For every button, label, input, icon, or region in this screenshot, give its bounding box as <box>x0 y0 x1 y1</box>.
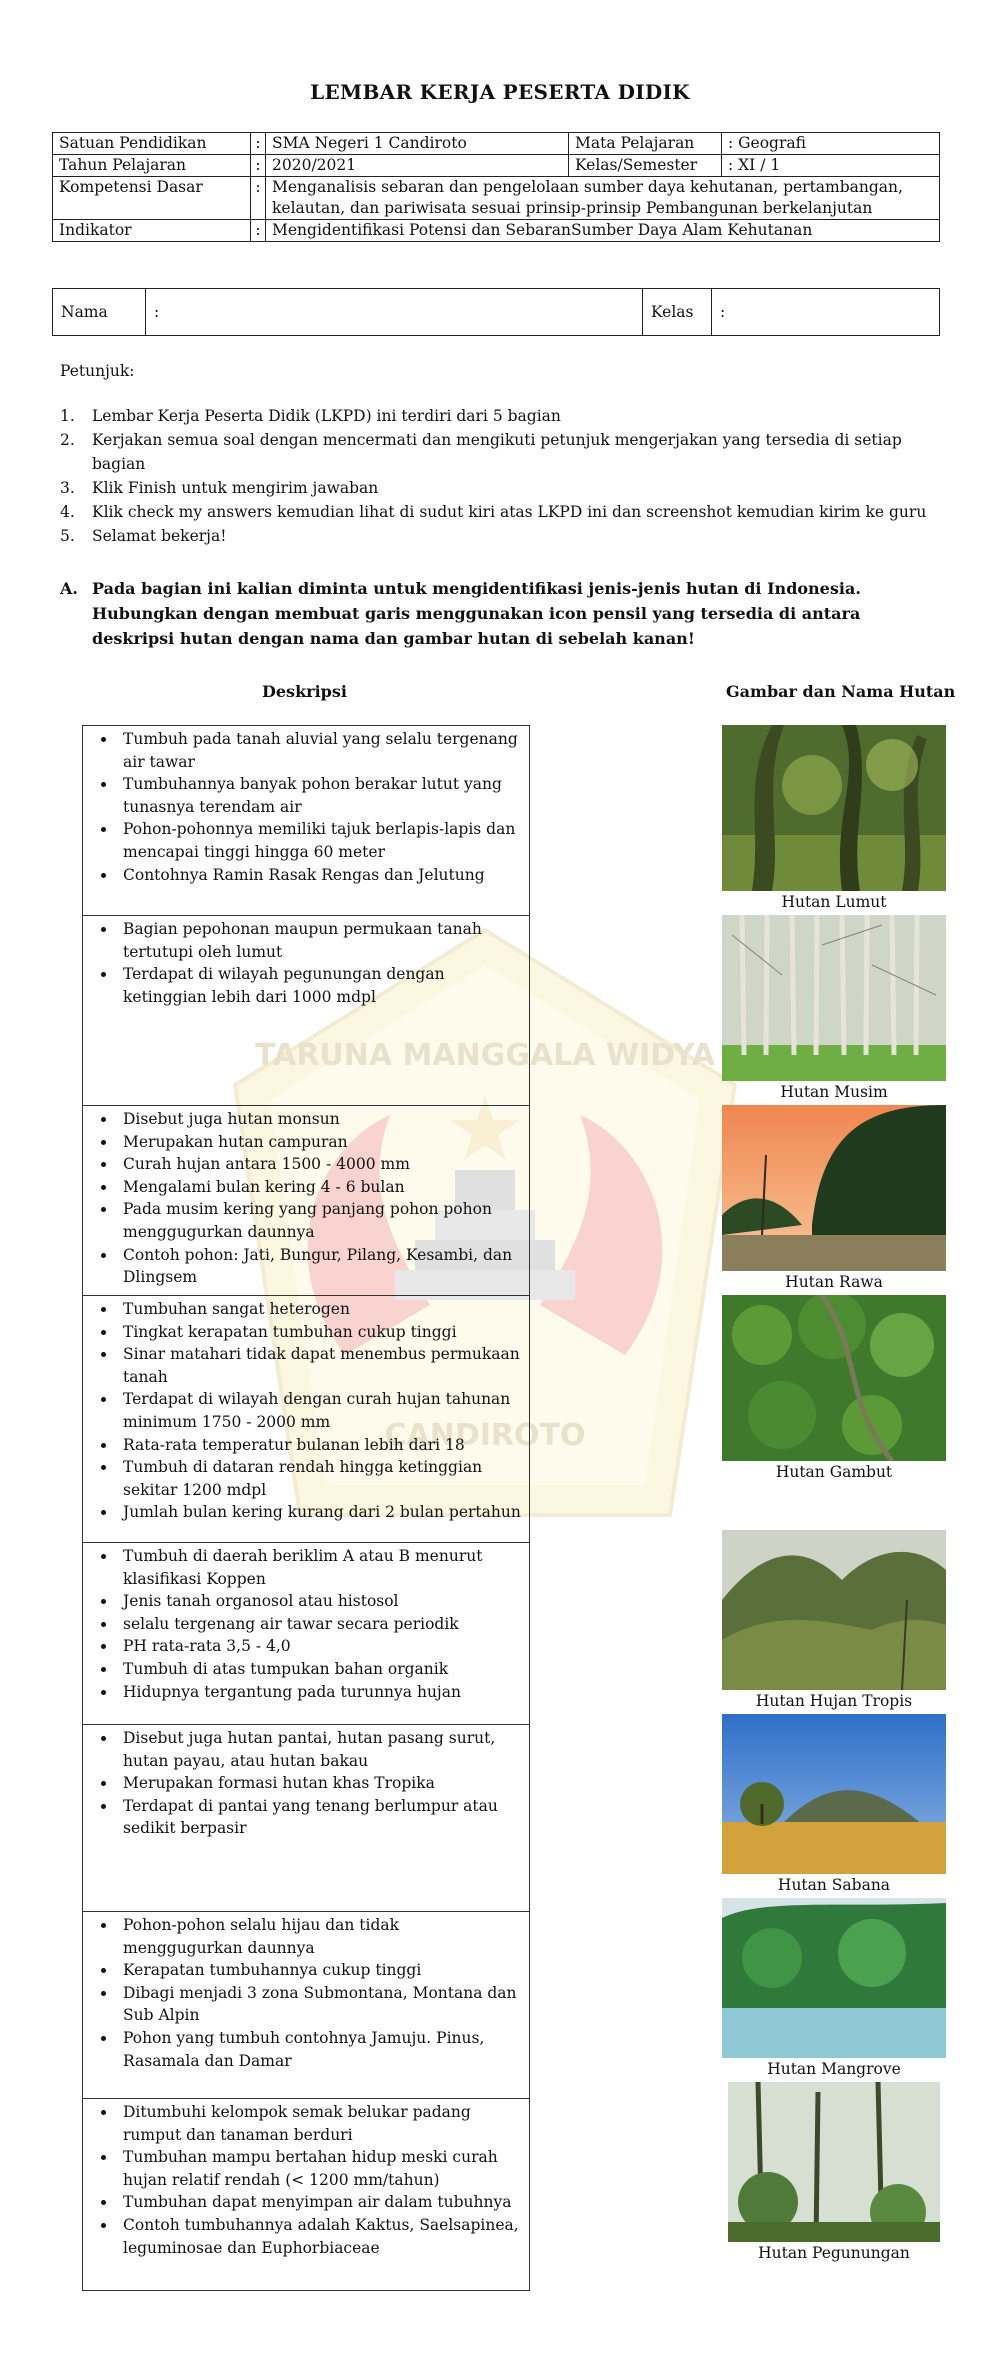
satuan-value: SMA Negeri 1 Candiroto <box>266 133 569 155</box>
kd-label: Kompetensi Dasar <box>53 177 251 220</box>
desc-point: Tumbuhan mampu bertahan hidup meski curah hujan relatif rendah (< 1200 mm/tahun) <box>123 2146 523 2191</box>
mapel-value: : Geografi <box>722 133 940 155</box>
indikator-label: Indikator <box>53 220 251 242</box>
desc-point: Pohon-pohon selalu hijau dan tidak menggugurkan daunnya <box>123 1914 523 1959</box>
page-title: LEMBAR KERJA PESERTA DIDIK <box>310 80 690 104</box>
desc-point: Tumbuhan dapat menyimpan air dalam tubuhnya <box>123 2191 523 2214</box>
desc-point: Dibagi menjadi 3 zona Submontana, Montana dan Sub Alpin <box>123 1982 523 2027</box>
section-letter: A. <box>60 579 78 598</box>
tahun-label: Tahun Pelajaran <box>53 155 251 177</box>
desc-point: Disebut juga hutan pantai, hutan pasang surut, hutan payau, atau hutan bakau <box>123 1727 523 1772</box>
list-item <box>60 524 940 548</box>
desc-point: Merupakan formasi hutan khas Tropika <box>123 1772 523 1795</box>
desc-point: Merupakan hutan campuran <box>123 1131 523 1154</box>
nama-field[interactable]: : <box>146 289 643 336</box>
rainforest-photo <box>722 1530 946 1690</box>
description-box-2 <box>82 915 530 1105</box>
savanna-photo <box>722 1714 946 1874</box>
satuan-label: Satuan Pendidikan <box>53 133 251 155</box>
forest-name: Hutan Sabana <box>777 1876 891 1894</box>
petunjuk-list <box>60 404 940 548</box>
desc-point: Ditumbuhi kelompok semak belukar padang rumput dan tanaman berduri <box>123 2101 523 2146</box>
desc-point: Tumbuh di daerah beriklim A atau B menurut klasifikasi Koppen <box>123 1545 523 1590</box>
desc-point: PH rata-rata 3,5 - 4,0 <box>123 1635 523 1658</box>
desc-point: Tumbuh di atas tumpukan bahan organik <box>123 1658 523 1681</box>
nama-label: Nama <box>53 289 146 336</box>
desc-point: Tumbuhannya banyak pohon berakar lutut yang tunasnya terendam air <box>123 773 523 818</box>
mountain-forest-photo <box>728 2082 940 2242</box>
kelas-field[interactable]: : <box>712 289 940 336</box>
desc-point: Pada musim kering yang panjang pohon pohon menggugurkan daunnya <box>123 1198 523 1243</box>
tahun-value: 2020/2021 <box>266 155 569 177</box>
desc-point: Jenis tanah organosol atau histosol <box>123 1590 523 1613</box>
description-box-3 <box>82 1105 530 1295</box>
desc-point: Tumbuh pada tanah aluvial yang selalu tergenang air tawar <box>123 728 523 773</box>
desc-point: Contohnya Ramin Rasak Rengas dan Jelutung <box>123 864 523 887</box>
item-number: 2. <box>60 431 75 449</box>
kd-value: Menganalisis sebaran dan pengelolaan sumber daya kehutanan, pertambangan, kelautan, dan pariwisata sesuai prinsip-prinsip Pembangunan berkelanjutan <box>266 177 940 220</box>
description-box-8 <box>82 2098 530 2291</box>
forest-name: Hutan Lumut <box>781 893 887 911</box>
desc-point: Kerapatan tumbuhannya cukup tinggi <box>123 1959 523 1982</box>
description-box-4 <box>82 1295 530 1542</box>
desc-point: Contoh tumbuhannya adalah Kaktus, Saelsapinea, leguminosae dan Euphorbiaceae <box>123 2214 523 2259</box>
description-box-5 <box>82 1542 530 1724</box>
desc-point: Pohon-pohonnya memiliki tajuk berlapis-lapis dan mencapai tinggi hingga 60 meter <box>123 818 523 863</box>
forest-name: Hutan Mangrove <box>767 2060 901 2078</box>
desc-point: Pohon yang tumbuh contohnya Jamuju. Pinus, Rasamala dan Damar <box>123 2027 523 2072</box>
colon: : <box>251 177 266 220</box>
section-a-instruction <box>60 576 940 651</box>
desc-point: Mengalami bulan kering 4 - 6 bulan <box>123 1176 523 1199</box>
desc-point: Disebut juga hutan monsun <box>123 1108 523 1131</box>
forest-name: Hutan Gambut <box>775 1463 893 1481</box>
identity-table <box>52 132 940 242</box>
desc-point: Sinar matahari tidak dapat menembus permukaan tanah <box>123 1343 523 1388</box>
list-item <box>60 404 940 428</box>
desc-point: Curah hujan antara 1500 - 4000 mm <box>123 1153 523 1176</box>
item-number: 3. <box>60 479 75 497</box>
forest-name: Hutan Pegunungan <box>758 2244 910 2262</box>
item-text: Klik check my answers kemudian lihat di sudut kiri atas LKPD ini dan screenshot kemudian kirim ke guru <box>92 503 927 521</box>
moss-forest-photo <box>722 725 946 891</box>
kelas-semester-value: : XI / 1 <box>722 155 940 177</box>
kelas-semester-label: Kelas/Semester <box>569 155 722 177</box>
forest-name: Hutan Musim <box>780 1083 888 1101</box>
item-number: 5. <box>60 527 75 545</box>
desc-point: Tingkat kerapatan tumbuhan cukup tinggi <box>123 1321 523 1344</box>
deskripsi-header: Deskripsi <box>262 682 347 701</box>
desc-point: Terdapat di wilayah dengan curah hujan tahunan minimum 1750 - 2000 mm <box>123 1388 523 1433</box>
gambar-header: Gambar dan Nama Hutan <box>726 682 956 701</box>
colon: : <box>251 133 266 155</box>
item-text: Selamat bekerja! <box>92 527 227 545</box>
monsoon-forest-photo <box>722 915 946 1081</box>
petunjuk-title: Petunjuk: <box>60 362 135 380</box>
desc-point: Contoh pohon: Jati, Bungur, Pilang, Kesambi, dan Dlingsem <box>123 1244 523 1289</box>
desc-point: Jumlah bulan kering kurang dari 2 bulan pertahun <box>123 1501 523 1524</box>
desc-point: selalu tergenang air tawar secara periodik <box>123 1613 523 1636</box>
watermark-top-text: TARUNA MANGGALA WIDYA <box>254 1038 716 1073</box>
item-number: 4. <box>60 503 75 521</box>
indikator-value: Mengidentifikasi Potensi dan SebaranSumber Daya Alam Kehutanan <box>266 220 940 242</box>
description-box-7 <box>82 1911 530 2098</box>
item-number: 1. <box>60 407 75 425</box>
colon: : <box>251 155 266 177</box>
list-item <box>60 476 940 500</box>
item-text: Lembar Kerja Peserta Didik (LKPD) ini terdiri dari 5 bagian <box>92 407 561 425</box>
forest-name: Hutan Rawa <box>785 1273 883 1291</box>
student-table <box>52 288 940 336</box>
desc-point: Terdapat di pantai yang tenang berlumpur atau sedikit berpasir <box>123 1795 523 1840</box>
desc-point: Tumbuhan sangat heterogen <box>123 1298 523 1321</box>
list-item <box>60 500 940 524</box>
item-text: Klik Finish untuk mengirim jawaban <box>92 479 379 497</box>
section-text: Pada bagian ini kalian diminta untuk mengidentifikasi jenis-jenis hutan di Indonesia. Hubungkan dengan membuat garis menggunakan icon pensil yang tersedia di antara deskripsi hutan dengan nama dan gambar hutan di sebelah kanan! <box>92 579 861 648</box>
mapel-label: Mata Pelajaran <box>569 133 722 155</box>
item-text: Kerjakan semua soal dengan mencermati dan mengikuti petunjuk mengerjakan yang tersedia di setiap bagian <box>92 431 902 473</box>
desc-point: Bagian pepohonan maupun permukaan tanah tertutupi oleh lumut <box>123 918 523 963</box>
kelas-label: Kelas <box>643 289 712 336</box>
mangrove-photo <box>722 1898 946 2058</box>
desc-point: Terdapat di wilayah pegunungan dengan ketinggian lebih dari 1000 mdpl <box>123 963 523 1008</box>
description-box-6 <box>82 1724 530 1911</box>
watermark-bottom-text: CANDIROTO <box>384 1418 586 1453</box>
list-item <box>60 428 940 476</box>
desc-point: Rata-rata temperatur bulanan lebih dari 18 <box>123 1434 523 1457</box>
forest-name: Hutan Hujan Tropis <box>755 1692 913 1710</box>
desc-point: Hidupnya tergantung pada turunnya hujan <box>123 1681 523 1704</box>
desc-point: Tumbuh di dataran rendah hingga ketinggian sekitar 1200 mdpl <box>123 1456 523 1501</box>
description-box-1 <box>82 725 530 915</box>
swamp-forest-photo <box>722 1105 946 1271</box>
colon: : <box>251 220 266 242</box>
peat-forest-photo <box>722 1295 946 1461</box>
